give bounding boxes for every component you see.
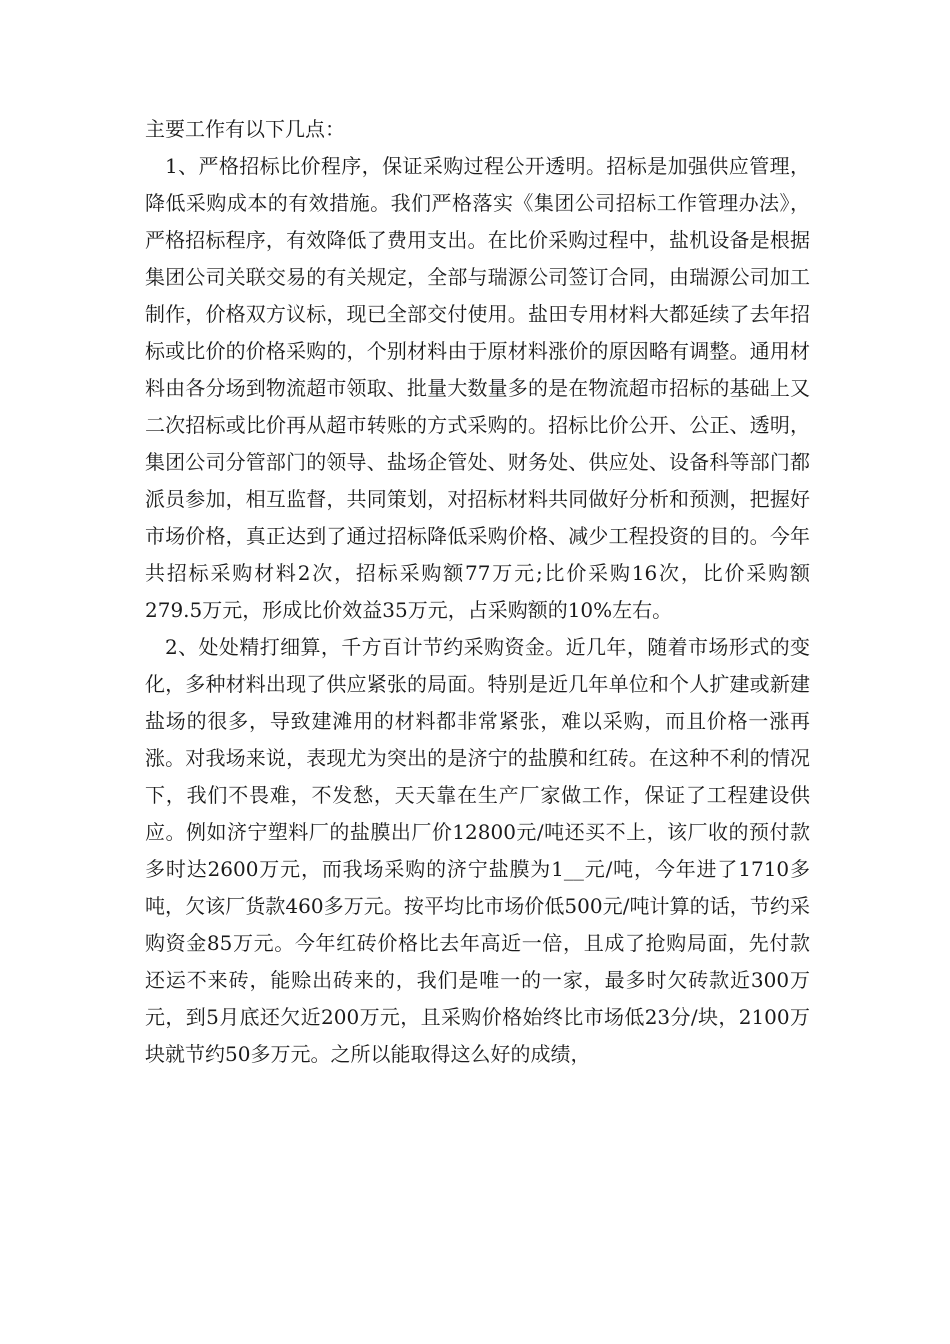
section-heading: 主要工作有以下几点： xyxy=(145,117,345,141)
paragraph-1: 1、严格招标比价程序，保证采购过程公开透明。招标是加强供应管理，降低采购成本的有效措施。我们严格落实《集团公司招标工作管理办法》，严格招标程序，有效降低了费用支出。在比价采购过程中，盐机设备是根据集团公司关联交易的有关规定，全部与瑞源公司签订合同，由瑞源公司加工制作，价格双方议标，现已全部交付使用。盐田专用材料大都延续了去年招标或比价的价格采购的，个别材料由于原材料涨价的原因略有调整。通用材料由各分场到物流超市领取、批量大数量多的是在物流超市招标的基础上又二次招标或比价再从超市转账的方式采购的。招标比价公开、公正、透明，集团公司分管部门的领导、盐场企管处、财务处、供应处、设备科等部门都派员参加，相互监督，共同策划，对招标材料共同做好分析和预测，把握好市场价格，真正达到了通过招标降低采购价格、减少工程投资的目的。今年共招标采购材料2次，招标采购额77万元;比价采购16次，比价采购额279.5万元，形成比价效益35万元，占采购额的10%左右。 xyxy=(145,154,810,622)
document-body xyxy=(145,111,810,1073)
paragraph-2: 2、处处精打细算，千方百计节约采购资金。近几年，随着市场形式的变化，多种材料出现了供应紧张的局面。特别是近几年单位和个人扩建或新建盐场的很多，导致建滩用的材料都非常紧张，难以采购，而且价格一涨再涨。对我场来说，表现尤为突出的是济宁的盐膜和红砖。在这种不利的情况下，我们不畏难，不发愁，天天靠在生产厂家做工作，保证了工程建设供应。例如济宁塑料厂的盐膜出厂价12800元/吨还买不上，该厂收的预付款多时达2600万元，而我场采购的济宁盐膜为1__元/吨，今年进了1710多吨，欠该厂货款460多万元。按平均比市场价低500元/吨计算的话，节约采购资金85万元。今年红砖价格比去年高近一倍，且成了抢购局面，先付款还运不来砖，能赊出砖来的，我们是唯一的一家，最多时欠砖款近300万元，到5月底还欠近200万元，且采购价格始终比市场低23分/块，2100万块就节约50多万元。之所以能取得这么好的成绩， xyxy=(145,635,810,1066)
